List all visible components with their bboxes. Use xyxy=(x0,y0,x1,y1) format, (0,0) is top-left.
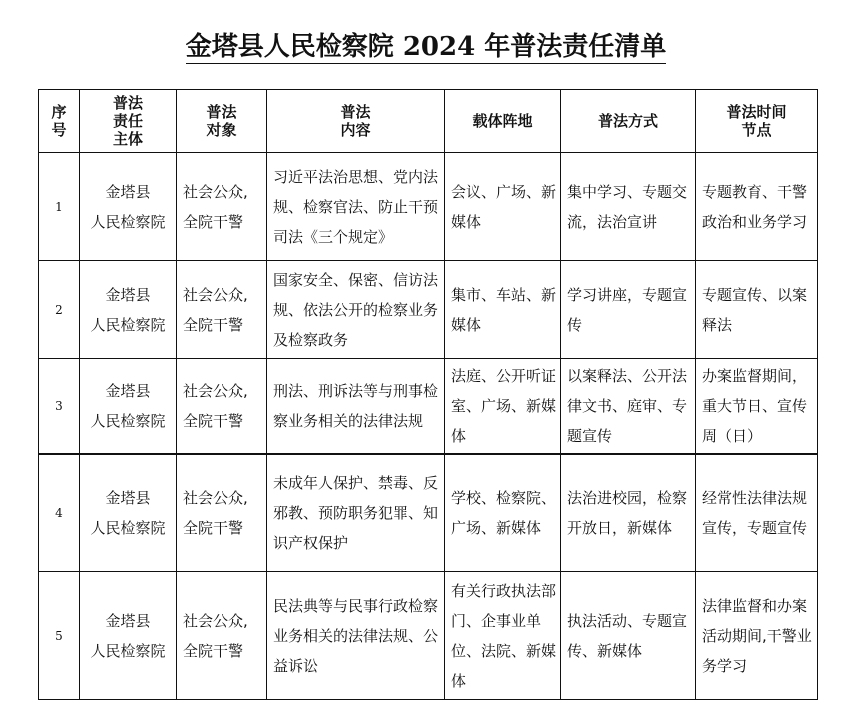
cell-subject-line1: 金塔县 xyxy=(105,182,151,201)
cell-subject xyxy=(80,572,177,700)
header-timing: 普法时间 节点 xyxy=(696,90,818,153)
cell-no: 4 xyxy=(39,454,80,572)
cell-no: 5 xyxy=(39,572,80,700)
header-content: 普法 内容 xyxy=(267,90,445,153)
cell-subject xyxy=(80,261,177,359)
cell-subject-line1: 金塔县 xyxy=(105,489,151,507)
cell-audience xyxy=(177,153,267,261)
cell-audience-line1: 社会公众, xyxy=(183,382,248,400)
cell-audience xyxy=(177,572,267,700)
cell-subject-line2: 人民检察院 xyxy=(90,519,166,537)
cell-subject-line2: 人民检察院 xyxy=(90,412,166,430)
table-row xyxy=(39,454,818,572)
document-title xyxy=(0,26,852,63)
cell-subject xyxy=(80,454,177,572)
document-title-text: 金塔县人民检察院 2024 年普法责任清单 xyxy=(185,32,667,62)
cell-audience-line2: 全院干警 xyxy=(183,641,244,660)
table-row xyxy=(39,359,818,455)
cell-audience xyxy=(177,261,267,359)
cell-no: 1 xyxy=(39,153,80,261)
cell-no: 3 xyxy=(39,359,80,455)
table-row xyxy=(39,572,818,700)
cell-content: 未成年人保护、禁毒、反邪教、预防职务犯罪、知识产权保护 xyxy=(267,454,445,572)
cell-timing: 专题教育、干警政治和业务学习 xyxy=(696,153,818,261)
cell-timing: 专题宣传、以案释法 xyxy=(696,261,818,359)
cell-venue: 有关行政执法部门、企事业单位、法院、新媒体 xyxy=(445,572,561,700)
cell-method: 法治进校园，检察开放日，新媒体 xyxy=(561,454,696,572)
cell-method: 学习讲座，专题宣传 xyxy=(561,261,696,359)
table-row xyxy=(39,261,818,359)
header-method: 普法方式 xyxy=(561,90,696,153)
cell-content: 刑法、刑诉法等与刑事检察业务相关的法律法规 xyxy=(267,359,445,455)
cell-audience-line2: 全院干警 xyxy=(183,412,244,430)
cell-subject xyxy=(80,359,177,455)
cell-method: 执法活动、专题宣传、新媒体 xyxy=(561,572,696,700)
header-venue: 载体阵地 xyxy=(445,90,561,153)
cell-audience xyxy=(177,359,267,455)
header-subject: 普法 责任 主体 xyxy=(80,90,177,153)
cell-timing: 经常性法律法规宣传，专题宣传 xyxy=(696,454,818,572)
cell-venue: 集市、车站、新媒体 xyxy=(445,261,561,359)
cell-audience-line1: 社会公众, xyxy=(183,611,248,630)
cell-subject xyxy=(80,153,177,261)
cell-method: 集中学习、专题交流，法治宣讲 xyxy=(561,153,696,261)
cell-audience-line2: 全院干警 xyxy=(183,212,244,231)
cell-subject-line1: 金塔县 xyxy=(105,382,151,400)
cell-method: 以案释法、公开法律文书、庭审、专题宣传 xyxy=(561,359,696,455)
cell-content: 民法典等与民事行政检察业务相关的法律法规、公益诉讼 xyxy=(267,572,445,700)
cell-audience-line2: 全院干警 xyxy=(183,519,244,537)
cell-subject-line2: 人民检察院 xyxy=(90,641,166,660)
cell-audience-line1: 社会公众, xyxy=(183,489,248,507)
cell-subject-line1: 金塔县 xyxy=(105,285,151,304)
cell-audience xyxy=(177,454,267,572)
header-no: 序 号 xyxy=(39,90,80,153)
header-audience: 普法 对象 xyxy=(177,90,267,153)
cell-subject-line2: 人民检察院 xyxy=(90,212,166,231)
cell-content: 国家安全、保密、信访法规、依法公开的检察业务及检察政务 xyxy=(267,261,445,359)
cell-content: 习近平法治思想、党内法规、检察官法、防止干预司法《三个规定》 xyxy=(267,153,445,261)
duty-table xyxy=(38,89,818,700)
cell-audience-line1: 社会公众, xyxy=(183,285,248,304)
table-row xyxy=(39,153,818,261)
cell-timing: 法律监督和办案活动期间,干警业务学习 xyxy=(696,572,818,700)
cell-audience-line2: 全院干警 xyxy=(183,315,244,334)
cell-subject-line1: 金塔县 xyxy=(105,611,151,630)
cell-venue: 学校、检察院、广场、新媒体 xyxy=(445,454,561,572)
cell-timing: 办案监督期间，重大节日、宣传周（日） xyxy=(696,359,818,455)
cell-venue: 会议、广场、新媒体 xyxy=(445,153,561,261)
cell-no: 2 xyxy=(39,261,80,359)
cell-venue: 法庭、公开听证室、广场、新媒体 xyxy=(445,359,561,455)
cell-subject-line2: 人民检察院 xyxy=(90,315,166,334)
cell-audience-line1: 社会公众, xyxy=(183,182,248,201)
table-header-row xyxy=(39,90,818,153)
